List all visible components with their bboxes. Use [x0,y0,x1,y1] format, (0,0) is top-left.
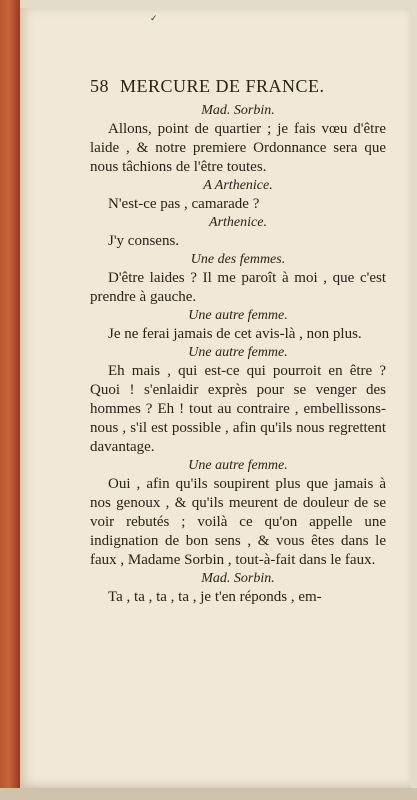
book-spine [0,0,20,800]
speech-text: Je ne ferai jamais de cet avis-là , non plus. [108,326,362,342]
speaker-name: Une autre femme. [188,345,288,360]
speaker-name: Une autre femme. [188,458,288,473]
journal-title: MERCURE DE FRANCE. [120,76,325,96]
speech-text: N'est-ce pas , camarade ? [108,196,260,212]
speaker-name: Une autre femme. [188,308,288,323]
tick-mark: ✓ [150,14,158,24]
speech-text: Ta , ta , ta , ta , je t'en réponds , em- [108,589,322,605]
speech-text: J'y consens. [108,233,180,249]
speaker-name: Arthenice. [209,215,267,230]
speaker-name: Mad. Sorbin. [201,571,275,586]
speech-text: Oui , afin qu'ils soupirent plus que jamais à nos genoux , & qu'ils meurent de douleur de se voir rebutés ; voilà ce qu'on appelle une indignation de bon sens , & vous êtes dans le faux , Madame Sorbin , tout-à-fait dans le faux. [90,476,386,568]
running-head [90,76,386,96]
speaker-name: Une des femmes. [190,252,286,267]
page-text-block [90,76,386,607]
page-edge [0,788,417,800]
speaker-name: Mad. Sorbin. [201,103,275,118]
speech-text: D'être laides ? Il me paroît à moi , que c'est prendre à gauche. [90,270,386,305]
speech-text: Eh mais , qui est-ce qui pourroit en être ? Quoi ! s'enlaidir exprès pour se venger des hommes ? Eh ! tout au contraire , embellissons-nous , s'il est possible , afin qu'ils nous regrettent davantage. [90,363,386,455]
speaker-name: A Arthenice. [203,178,273,193]
page-number: 58 [90,76,109,96]
speech-text: Allons, point de quartier ; je fais vœu d'être laide , & notre premiere Ordonnance sera que nous tâchions de l'être toutes. [90,121,386,175]
